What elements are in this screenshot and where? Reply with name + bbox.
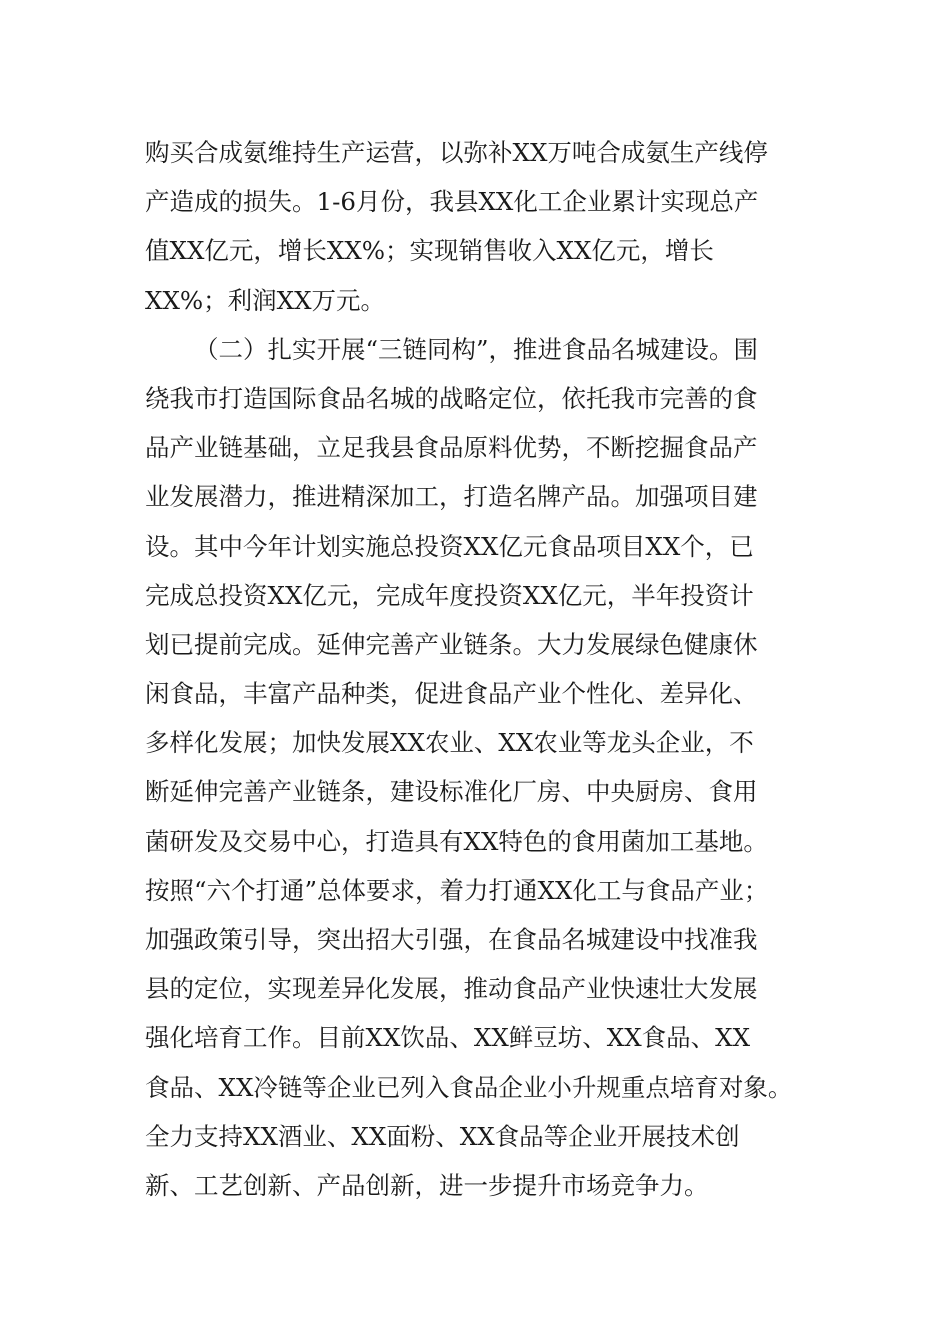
text-line: 食品、XX冷链等企业已列入食品企业小升规重点培育对象。	[145, 1072, 793, 1102]
section-heading-line: （二）扎实开展“三链同构”，推进食品名城建设。围	[194, 334, 759, 364]
text-line: 加强政策引导，突出招大引强，在食品名城建设中找准我	[145, 925, 758, 954]
text-line: 多样化发展；加快发展XX农业、XX农业等龙头企业，不	[145, 728, 754, 758]
body-text	[145, 128, 835, 1210]
text-line: XX%；利润XX万元。	[145, 285, 386, 315]
text-line: 业发展潜力，推进精深加工，打造名牌产品。加强项目建	[145, 482, 758, 512]
text-line: 产造成的损失。1-6月份，我县XX化工企业累计实现总产	[145, 187, 759, 217]
text-line: 品产业链基础，立足我县食品原料优势，不断挖掘食品产	[145, 433, 758, 463]
text-line: 菌研发及交易中心，打造具有XX特色的食用菌加工基地。	[145, 826, 768, 856]
text-line: 全力支持XX酒业、XX面粉、XX食品等企业开展技术创	[145, 1121, 740, 1151]
text-line: 新、工艺创新、产品创新，进一步提升市场竞争力。	[145, 1170, 709, 1200]
text-line: 按照“六个打通”总体要求，着力打通XX化工与食品产业；	[145, 875, 769, 905]
text-line: 划已提前完成。延伸完善产业链条。大力发展绿色健康休	[145, 629, 758, 659]
text-line: 县的定位，实现差异化发展，推动食品产业快速壮大发展	[145, 974, 758, 1004]
text-line: 闲食品，丰富产品种类，促进食品产业个性化、差异化、	[145, 679, 758, 709]
text-line: 断延伸完善产业链条，建设标准化厂房、中央厨房、食用	[145, 777, 758, 807]
text-line: 强化培育工作。目前XX饮品、XX鲜豆坊、XX食品、XX	[145, 1023, 751, 1053]
text-line: 购买合成氨维持生产运营，以弥补XX万吨合成氨生产线停	[145, 138, 768, 167]
text-line: 值XX亿元，增长XX%；实现销售收入XX亿元，增长	[145, 236, 714, 266]
text-line: 完成总投资XX亿元，完成年度投资XX亿元，半年投资计	[145, 580, 754, 610]
text-line: 绕我市打造国际食品名城的战略定位，依托我市完善的食	[145, 383, 758, 413]
text-line: 设。其中今年计划实施总投资XX亿元食品项目XX个，已	[145, 531, 754, 561]
